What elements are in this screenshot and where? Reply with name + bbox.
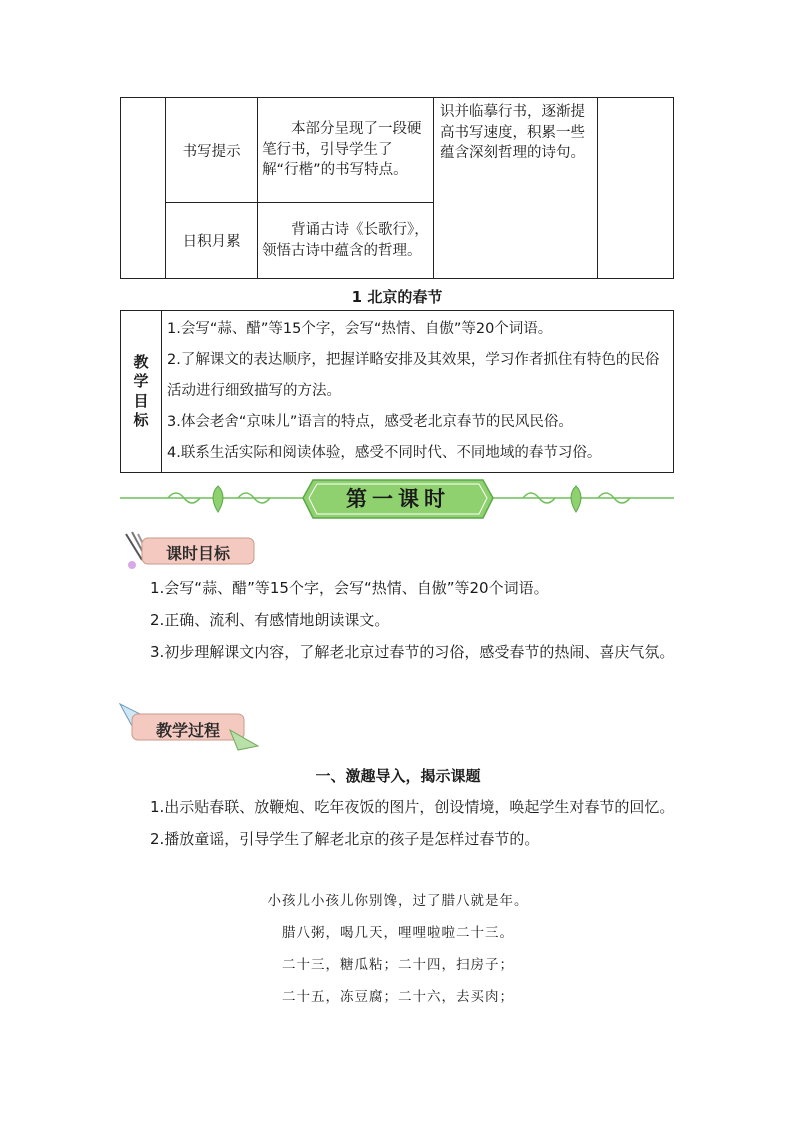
list-item: 2.正确、流利、有感情地朗读课文。 <box>150 611 390 629</box>
empty-cell <box>598 98 674 279</box>
row-description: 背诵古诗《长歌行》，领悟古诗中蕴含的哲理。 <box>258 203 434 279</box>
merged-note: 识并临摹行书，逐渐提高书写速度，积累一些蕴含深刻哲理的诗句。 <box>434 98 598 279</box>
section-title: 一、激趣导入，揭示课题 <box>315 767 481 785</box>
objective-item: 3.体会老舍“京味儿”语言的特点，感受老北京春节的民风民俗。 <box>167 414 573 430</box>
list-item: 1.会写“蒜、醋”等15个字，会写“热情、自傲”等20个词语。 <box>150 579 549 597</box>
rhyme-line: 腊八粥，喝几天，哩哩啦啦二十三。 <box>282 925 514 941</box>
process-steps <box>120 791 676 855</box>
lesson-title: 1 北京的春节 <box>351 288 443 306</box>
row-description: 本部分呈现了一段硬笔行书，引导学生了解“行楷”的书写特点。 <box>258 98 434 203</box>
section-banner <box>118 476 676 524</box>
objective-item: 4.联系生活实际和阅读体验，感受不同时代、不同地域的春节习俗。 <box>167 445 602 461</box>
rhyme-line: 二十三，糖瓜粘；二十四，扫房子； <box>282 957 514 973</box>
banner-title: 第一课时 <box>346 486 450 511</box>
process-heading: 教学过程 <box>118 700 263 755</box>
rhyme-line: 小孩儿小孩儿你别馋，过了腊八就是年。 <box>267 893 529 909</box>
list-item: 2.播放童谣，引导学生了解老北京的孩子是怎样过春节的。 <box>150 830 540 848</box>
list-item: 1.出示贴春联、放鞭炮、吃年夜饭的图片，创设情境，唤起学生对春节的回忆。 <box>150 798 675 816</box>
objective-item: 1.会写“蒜、醋”等15个字，会写“热情、自傲”等20个词语。 <box>167 321 553 337</box>
lesson-goals-list <box>120 572 676 668</box>
row-label: 日积月累 <box>166 203 258 279</box>
lesson-goals-heading: 课时目标 <box>118 530 258 572</box>
objectives-table <box>120 310 674 473</box>
objectives-list <box>162 311 674 473</box>
empty-cell <box>121 98 166 279</box>
curriculum-table <box>120 97 674 279</box>
row-label: 书写提示 <box>166 98 258 203</box>
rhyme-line: 二十五，冻豆腐；二十六，去买肉； <box>282 989 514 1005</box>
objectives-label: 教 学 目 标 <box>121 311 162 473</box>
objective-item: 2.了解课文的表达顺序，把握详略安排及其效果，学习作者抓住有特色的民俗活动进行细致描写的方法。 <box>167 352 660 399</box>
list-item: 3.初步理解课文内容，了解老北京过春节的习俗，感受春节的热闹、喜庆气氛。 <box>150 643 675 661</box>
